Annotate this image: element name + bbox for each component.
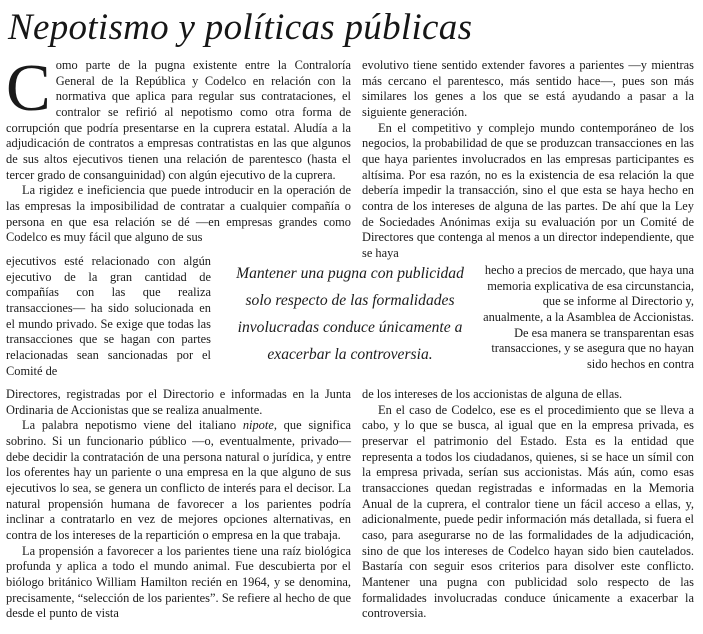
right-column-bottom	[362, 387, 694, 622]
paragraph-rigidity: La rigidez e ineficiencia que puede introducir en la operación de las empresas la imposibilidad de contratar a cualquier compañía o persona en que esa relación se dé —en empresas grandes como Codelco es muy fácil que alguno de sus	[6, 183, 351, 245]
pull-quote: Mantener una pugna con publicidad solo respecto de las formalidades involucradas conduce únicamente a exacerbar la controversia.	[236, 265, 464, 363]
article-title: Nepotismo y políticas públicas	[8, 7, 473, 48]
paragraph-business-world: En el competitivo y complejo mundo contemporáneo de los negocios, la probabilidad de que se produzcan transacciones en las que haya parientes involucrados en las empresas participantes es altísima. Por esa razón, no es la existencia de esa relación la que debería impedir la transacción, sino el que esta se haya hecho en contra de los intereses de alguna de las partes. De ahí que la Ley de Sociedades Anónimas exija su evaluación por un Comité de Directores que contenga al menos a un director independiente, que se haya	[362, 120, 694, 260]
paragraph-rigidity-wrap: ejecutivos esté relacionado con algún ejecutivo de la gran cantidad de compañías con las que realiza transacciones— ha sido solucionada en el mundo privado. Se exige que todas las transacciones que se hagan con partes relacionadas sean sancionadas por el Comité de	[6, 254, 211, 378]
paragraph-codelco-case: En el caso de Codelco, ese es el procedimiento que se lleva a cabo, y lo que se busca, al igual que en la empresa privada, es preservar el patrimonio del Estado. Esta es la entidad que representa a todos los ciudadanos, quienes, si se hace un símil con la empresa privada, serían sus accionistas. Más aún, como esas transacciones quedan registradas e informadas en la Memoria Anual de la cuprera, el contralor tiene un fácil acceso a ellas, y, adicionalmente, puede pedir información más detallada, si fuera el caso, para asegurarse no de las formalidades de la adjudicación, sino de que los intereses de Codelco hayan sido bien cautelados. Bastaría con seguir esos criterios para disolver este conflicto. Mantener una pugna con publicidad solo respecto de las formalidades involucradas conduce únicamente a exacerbar la controversia.	[362, 402, 694, 621]
nepotism-text-b: , que significa sobrino. Si un funcionario público —o, eventualmente, privado— debe decidir la contratación de una persona natural o jurídica, y entre los oferentes hay un pariente o una empresa en la que alguno de sus ejecutivos lo sea, se genera un conflicto de interés para el decisor. La natural propensión humana de favorecer a los parientes podría inclinar a contratarlo en vez de mejores opciones alternativas, en contra de los intereses de la repartición o empresa en la que trabaja.	[6, 418, 351, 542]
paragraph-nepotism-origin	[6, 418, 351, 543]
left-column-bottom	[6, 387, 351, 622]
paragraph-rigidity-end: Directores, registradas por el Directorio e informadas en la Junta Ordinaria de Accionistas que se realiza anualmente.	[6, 387, 351, 417]
right-column-narrow	[480, 263, 694, 373]
left-column-narrow	[6, 254, 211, 379]
drop-cap: C	[6, 51, 51, 125]
nipote-word: nipote	[242, 418, 274, 433]
paragraph-evolution: evolutivo tiene sentido extender favores a parientes —y mientras más cercano el parentesco, más sentido hace—, pues son más similares los genes a los que se está ayudando a pasar a la siguiente generación.	[362, 58, 694, 119]
paragraph-intro	[6, 51, 351, 183]
paragraph-kin-selection: La propensión a favorecer a los parientes tiene una raíz biológica profunda y aplica a todo el mundo animal. Fue descubierta por el biólogo británico William Hamilton recién en 1964, y se denomina, precisamente, “selección de los parientes”. Se refiere al hecho de que desde el punto de vista	[6, 543, 351, 621]
left-column-top	[6, 51, 351, 246]
nepotism-text-a: La palabra nepotismo viene del italiano	[22, 418, 243, 433]
right-column-top	[362, 58, 694, 262]
intro-text: omo parte de la pugna existente entre la Contraloría General de la República y Codelco en relación con la normativa que aplica para regular sus contrataciones, el contralor se refirió al nepotismo como otra forma de corrupción que podría presentarse en la cuprera estatal. Aludía a la adjudicación de contratos a empresas contratistas en las que algunos de sus altos ejecutivos tienen una relación de parentesco (hasta el tercer grado de consanguinidad) con algún ejecutivo de la cuprera.	[6, 58, 351, 182]
paragraph-business-world-wrap: hecho a precios de mercado, que haya una memoria explicativa de esa circunstancia, que se informe al Directorio y, anualmente, a la Asamblea de Accionistas. De esa manera se transparentan esas transacciones, y se asegura que no hayan sido hechos en contra	[483, 263, 694, 371]
paragraph-business-world-end: de los intereses de los accionistas de alguna de ellas.	[362, 387, 623, 401]
